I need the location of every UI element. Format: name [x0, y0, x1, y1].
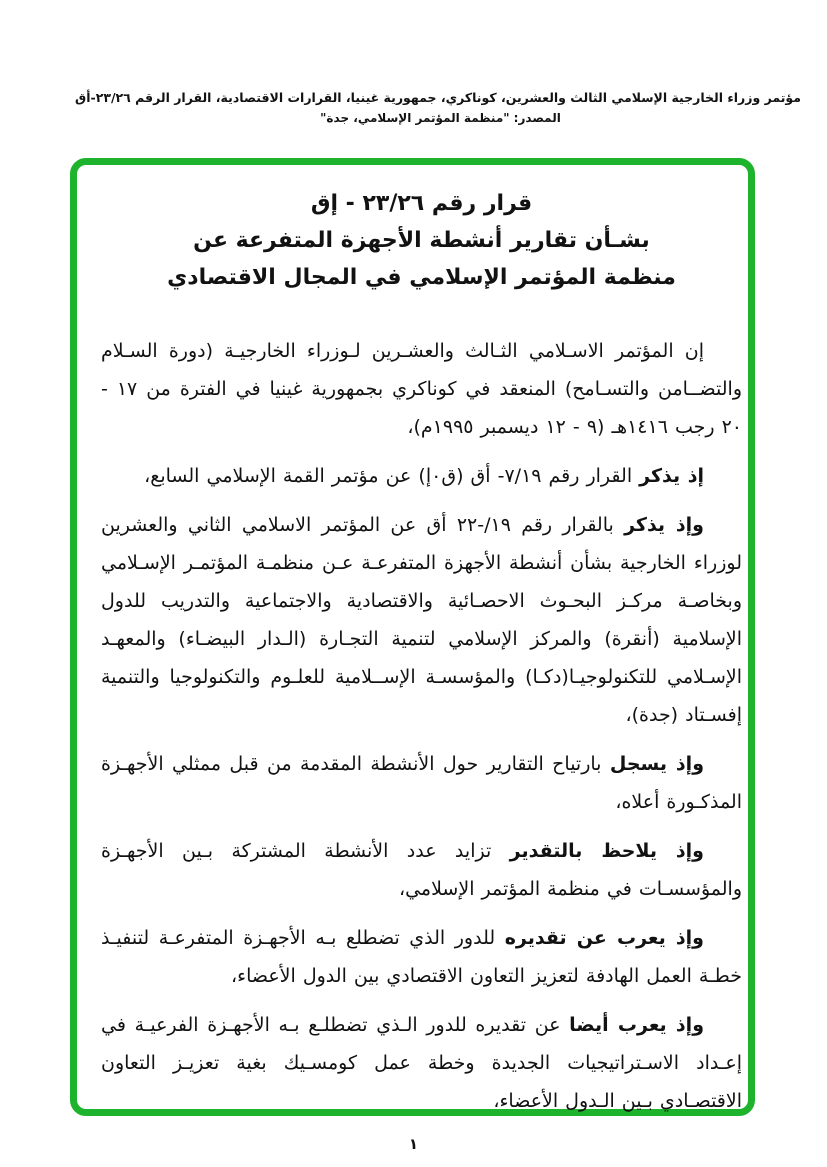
paragraph-lead: إذ يذكر — [639, 465, 704, 487]
paragraph-recall-2 — [101, 506, 742, 734]
resolution-title-number: قرار رقم ٢٣/٢٦ - إق — [310, 191, 533, 216]
page-number: ١ — [408, 1135, 419, 1153]
resolution-title-subject-2: منظمة المؤتمر الإسلامي في المجال الاقتصادي — [167, 265, 676, 290]
paragraph-body: القرار رقم ٧/١٩- أق (ق٠إ) عن مؤتمر القمة الإسلامي السابع، — [144, 465, 640, 487]
paragraph-lead: وإذ يعرب أيضا — [569, 1014, 705, 1036]
paragraph-note-reports — [101, 745, 742, 821]
paragraph-body: عن تقديره للدور الـذي تضطلـع بـه الأجهـزة الفرعيـة في إعـداد الاسـتراتيجيات الجديدة وخطة عمل كومسـيك بغية تعزيـز التعاون الاقتصـادي بـين الـدول الأعضاء، — [101, 1014, 742, 1112]
paragraph-body: بارتياح التقارير حول الأنشطة المقدمة من قبل ممثلي الأجهـزة المذكـورة أعلاه، — [101, 753, 742, 813]
paragraph-body: بالقرار رقم ١٩/-٢٢ أق عن المؤتمر الاسلامي الثاني والعشرين لوزراء الخارجية بشأن أنشطة الأجهزة المتفرعـة عـن منظمـة المؤتمـر الإسـلامي وبخاصـة مركـز البحـوث الاحصـائية والاقتصادية والاجتماعية والتدريب للدول الإسلامية (أنقرة) والمركز الإسلامي لتنمية التجـارة (الـدار البيضـاء) والمعهـد الإسـلامي للتكنولوجيـا(دكـا) والمؤسسـة الإســلامية للعلـوم والتكنولوجيا والتنمية إفسـتاد (جدة)، — [101, 514, 742, 726]
resolution-title — [101, 185, 742, 296]
paragraph-body: تزايد عدد الأنشطة المشتركة بـين الأجهـزة والمؤسسـات في منظمة المؤتمر الإسلامي، — [101, 840, 742, 900]
paragraph-lead: وإذ يعرب عن تقديره — [504, 927, 704, 949]
header-citation: مؤتمر وزراء الخارجية الإسلامي الثالث والعشرين، كوناكري، جمهورية غينيا، القرارات الاقتصادية، القرار الرقم ٢٣/٢٦-أق — [75, 90, 801, 105]
paragraph-note-appreciation — [101, 832, 742, 908]
document-header — [24, 88, 801, 125]
paragraph-body: للدور الذي تضطلع بـه الأجهـزة المتفرعـة لتنفيـذ خطـة العمل الهادفة لتعزيز التعاون الاقتصادي بين الدول الأعضاء، — [101, 927, 742, 987]
paragraph-express-appreciation-2 — [101, 1006, 742, 1120]
paragraph-lead: وإذ يسجل — [609, 753, 705, 775]
paragraph-express-appreciation-1 — [101, 919, 742, 995]
paragraph-recall-1 — [101, 457, 742, 495]
paragraph-lead: وإذ يذكر — [624, 514, 704, 536]
paragraph-preamble — [101, 332, 742, 446]
paragraph-body: إن المؤتمر الاسـلامي الثـالث والعشـرين لـوزراء الخارجيـة (دورة السـلام والتضــامن والتسـامح) المنعقد في كوناكري بجمهورية غينيا في الفترة من ١٧ - ٢٠ رجب ١٤١٦هـ (٩ - ١٢ ديسمبر ١٩٩٥م)، — [101, 340, 742, 438]
paragraph-lead: وإذ يلاحظ بالتقدير — [509, 840, 704, 862]
resolution-title-subject-1: بشـأن تقارير أنشطة الأجهزة المتفرعة عن — [193, 228, 650, 253]
header-source: المصدر: "منظمة المؤتمر الإسلامي، جدة" — [320, 111, 561, 125]
document-content — [77, 165, 748, 1120]
document-frame — [70, 158, 755, 1116]
